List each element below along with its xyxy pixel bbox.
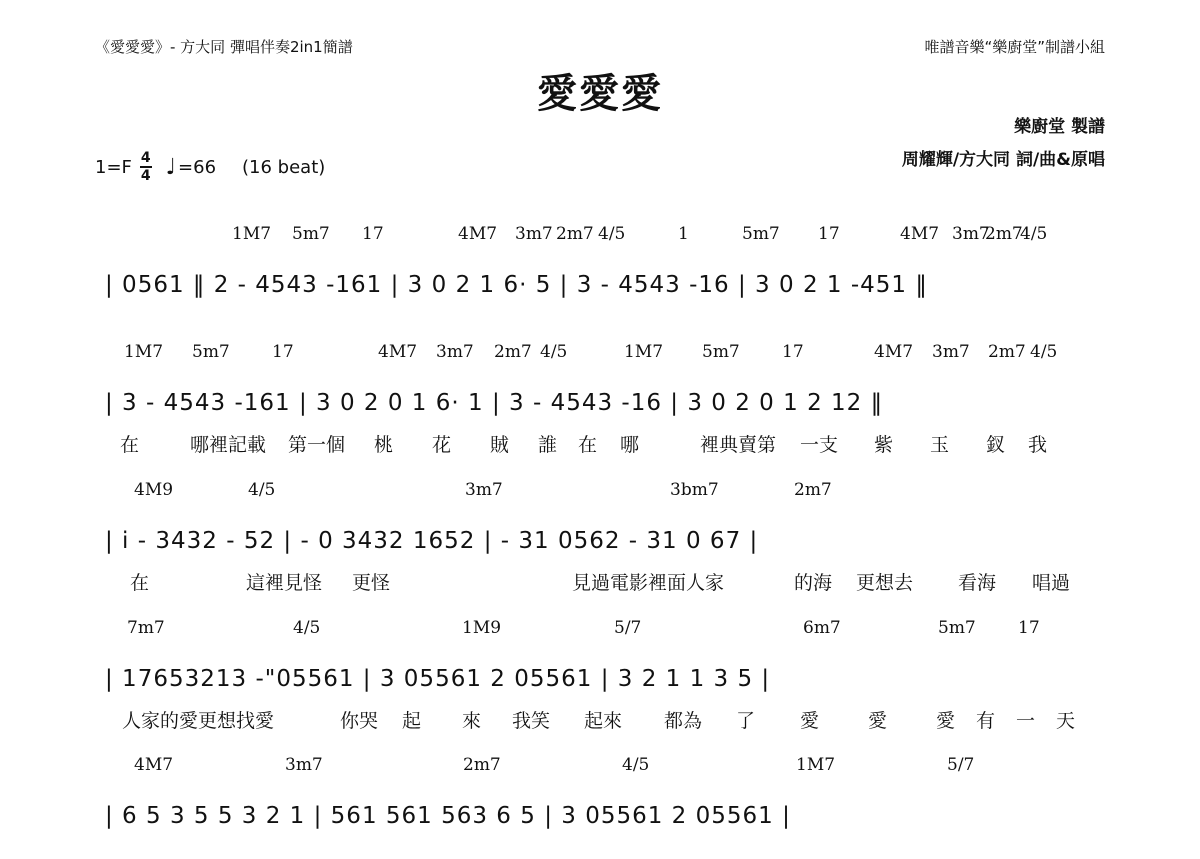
- lyric: 都為: [664, 710, 703, 732]
- tempo: =66: [178, 156, 217, 178]
- chord: 5m7: [702, 342, 740, 362]
- chord: 3m7: [436, 342, 474, 362]
- chord: 17: [782, 342, 804, 362]
- lyric: 賊: [490, 434, 510, 456]
- chord: 3m7: [515, 224, 553, 244]
- lyric: 了: [736, 710, 756, 732]
- chord-row-1: [0, 224, 1200, 246]
- chord: 17: [818, 224, 840, 244]
- notation-line: | 0561 ‖ 2 - 4543 -161 | 3 0 2 1 6· 5 | 3 - 4543 -16 | 3 0 2 1 -451 ‖: [105, 272, 928, 298]
- chord: 2m7: [463, 755, 501, 775]
- chord: 5/7: [614, 618, 642, 638]
- lyric: 一: [1016, 710, 1036, 732]
- lyric: 起來: [584, 710, 623, 732]
- chord: 4/5: [248, 480, 276, 500]
- lyric: 天: [1056, 710, 1076, 732]
- lyric: 第一個: [288, 434, 346, 456]
- chord: 2m7: [794, 480, 832, 500]
- notation-line: | 17653213 -"05561 | 3 05561 2 05561 | 3 2 1 1 3 5 |: [105, 666, 771, 692]
- lyric: 哪: [620, 434, 640, 456]
- lyric: 裡典賣第: [700, 434, 777, 456]
- chord-row-3: [0, 480, 1200, 502]
- time-signature: [140, 150, 152, 184]
- score-meta: [95, 150, 325, 184]
- notation-line: | i - 3432 - 52 | - 0 3432 1652 | - 31 0562 - 31 0 67 |: [105, 528, 759, 554]
- chord: 1: [678, 224, 689, 244]
- notation-line: | 6 5 3 5 5 3 2 1 | 561 561 563 6 5 | 3 05561 2 05561 |: [105, 803, 791, 829]
- header-left: 《愛愛愛》- 方大同 彈唱伴奏2in1簡譜: [95, 38, 353, 56]
- composer-credit: 周耀輝/方大同 詞/曲&原唱: [901, 150, 1105, 170]
- lyric: 在: [120, 434, 140, 456]
- key-signature: 1=F: [95, 156, 132, 178]
- chord: 4/5: [1020, 224, 1048, 244]
- lyric: 更想去: [856, 572, 914, 594]
- lyric: 哪裡記載: [190, 434, 267, 456]
- lyric: 我笑: [512, 710, 551, 732]
- lyric: 愛: [936, 710, 956, 732]
- chord: 1M7: [124, 342, 164, 362]
- chord: 5m7: [292, 224, 330, 244]
- lyric: 愛: [868, 710, 888, 732]
- lyric: 唱過: [1032, 572, 1071, 594]
- lyric-row-3: [0, 568, 1200, 594]
- chord: 5m7: [742, 224, 780, 244]
- chord: 7m7: [127, 618, 165, 638]
- chord: 4/5: [598, 224, 626, 244]
- lyric: 人家的愛更想找愛: [122, 710, 275, 732]
- chord: 4/5: [622, 755, 650, 775]
- chord: 1M7: [232, 224, 272, 244]
- lyric: 愛: [800, 710, 820, 732]
- chord: 3m7: [285, 755, 323, 775]
- chord: 3m7: [932, 342, 970, 362]
- lyric: 見過電影裡面人家: [572, 572, 725, 594]
- chord-row-2: [0, 342, 1200, 364]
- chord: 2m7: [988, 342, 1026, 362]
- lyric: 一支: [800, 434, 839, 456]
- notation-row-5: [95, 803, 1110, 859]
- chord: 4M7: [378, 342, 418, 362]
- lyric: 這裡見怪: [246, 572, 323, 594]
- chord: 1M9: [462, 618, 502, 638]
- lyric: 的海: [794, 572, 833, 594]
- lyric-row-2: [0, 430, 1200, 456]
- lyric: 起: [402, 710, 422, 732]
- chord-row-4: [0, 618, 1200, 640]
- chord: 4/5: [293, 618, 321, 638]
- lyric: 紫: [874, 434, 894, 456]
- beat-label: (16 beat): [242, 156, 326, 178]
- chord: 2m7: [556, 224, 594, 244]
- time-signature-bottom: 4: [140, 168, 151, 184]
- chord: 6m7: [803, 618, 841, 638]
- chord: 2m7: [494, 342, 532, 362]
- chord: 4M7: [458, 224, 498, 244]
- chord: 17: [272, 342, 294, 362]
- lyric: 我: [1028, 434, 1048, 456]
- chord: 1M7: [796, 755, 836, 775]
- chord: 4/5: [540, 342, 568, 362]
- chord: 4M9: [134, 480, 174, 500]
- chord: 5m7: [192, 342, 230, 362]
- notation-line: | 3 - 4543 -161 | 3 0 2 0 1 6· 1 | 3 - 4543 -16 | 3 0 2 0 1 2 12 ‖: [105, 390, 884, 416]
- chord: 4M7: [134, 755, 174, 775]
- lyric: 來: [462, 710, 482, 732]
- lyric: 花: [432, 434, 452, 456]
- chord: 5/7: [947, 755, 975, 775]
- lyric: 釵: [986, 434, 1006, 456]
- header-right: 唯譜音樂“樂廚堂”制譜小組: [924, 38, 1105, 56]
- chord: 3m7: [952, 224, 990, 244]
- chord: 5m7: [938, 618, 976, 638]
- lyric-row-4: [0, 706, 1200, 732]
- notation-row-1: [95, 272, 1110, 328]
- lyric: 有: [976, 710, 996, 732]
- lyric: 桃: [374, 434, 394, 456]
- time-signature-top: 4: [140, 150, 151, 166]
- chord: 4M7: [874, 342, 914, 362]
- chord: 1M7: [624, 342, 664, 362]
- lyric: 你哭: [340, 710, 379, 732]
- quarter-note-icon: ♩: [165, 154, 177, 180]
- song-title: 愛愛愛: [537, 71, 663, 117]
- lyric: 在: [578, 434, 598, 456]
- chord: 4/5: [1030, 342, 1058, 362]
- chord: 4M7: [900, 224, 940, 244]
- lyric: 誰: [538, 434, 558, 456]
- chord-row-5: [0, 755, 1200, 777]
- lyric: 看海: [958, 572, 997, 594]
- chord: 2m7: [985, 224, 1023, 244]
- lyric: 玉: [930, 434, 950, 456]
- lyric: 更怪: [352, 572, 391, 594]
- chord: 17: [1018, 618, 1040, 638]
- arranger-credit: 樂廚堂 製譜: [1014, 117, 1105, 137]
- chord: 3bm7: [670, 480, 719, 500]
- chord: 17: [362, 224, 384, 244]
- chord: 3m7: [465, 480, 503, 500]
- lyric: 在: [130, 572, 150, 594]
